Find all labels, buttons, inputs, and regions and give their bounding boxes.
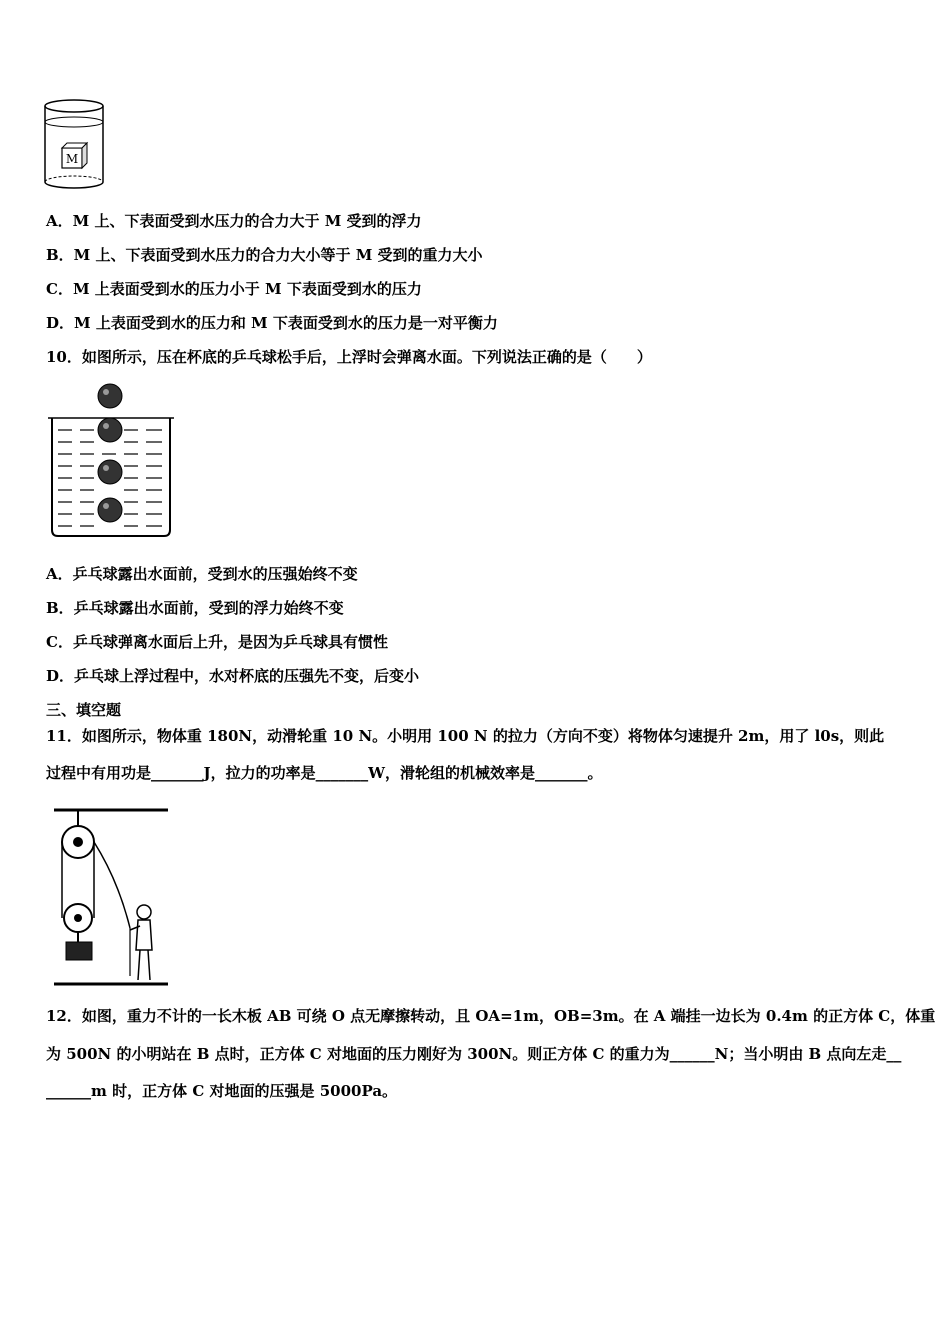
beaker-block-figure xyxy=(40,96,110,196)
q12-stem-line1: 12．如图，重力不计的一长木板 AB 可绕 O 点无摩擦转动，且 OA=1m，OB=3m。在 A 端挂一边长为 0.4m 的正方体 C，体重 xyxy=(46,1007,936,1025)
q10-option-b[interactable]: B．乒乓球露出水面前，受到的浮力始终不变 xyxy=(46,599,344,617)
q9-option-a[interactable]: A．M 上、下表面受到水压力的合力大于 M 受到的浮力 xyxy=(46,212,422,230)
ping-pong-beaker-figure xyxy=(44,380,174,540)
q12-stem-line2: 为 500N 的小明站在 B 点时，正方体 C 对地面的压力刚好为 300N。则正方体 C 的重力为______N；当小明由 B 点向左走__ xyxy=(46,1045,902,1063)
q10-option-a[interactable]: A．乒乓球露出水面前，受到水的压强始终不变 xyxy=(46,565,358,583)
q9-option-d[interactable]: D．M 上表面受到水的压力和 M 下表面受到水的压力是一对平衡力 xyxy=(46,314,498,332)
q11-stem-line2: 过程中有用功是_______J，拉力的功率是_______W，滑轮组的机械效率是_______。 xyxy=(46,764,603,782)
q10-option-d[interactable]: D．乒乓球上浮过程中，水对杯底的压强先不变，后变小 xyxy=(46,667,420,685)
block-m-label: M xyxy=(65,152,79,166)
section-heading-fill-in: 三、填空题 xyxy=(46,701,122,719)
pulley-system-figure xyxy=(48,800,178,992)
q9-option-c[interactable]: C．M 上表面受到水的压力小于 M 下表面受到水的压力 xyxy=(46,280,422,298)
q12-stem-line3: ______m 时，正方体 C 对地面的压强是 5000Pa。 xyxy=(46,1082,398,1100)
q10-stem: 10．如图所示，压在杯底的乒乓球松手后，上浮时会弹离水面。下列说法正确的是（ ） xyxy=(46,348,652,366)
q9-option-b[interactable]: B．M 上、下表面受到水压力的合力大小等于 M 受到的重力大小 xyxy=(46,246,483,264)
q11-stem-line1: 11．如图所示，物体重 180N，动滑轮重 10 N。小明用 100 N 的拉力（方向不变）将物体匀速提升 2m，用了 l0s，则此 xyxy=(46,727,885,745)
q10-option-c[interactable]: C．乒乓球弹离水面后上升，是因为乒乓球具有惯性 xyxy=(46,633,388,651)
